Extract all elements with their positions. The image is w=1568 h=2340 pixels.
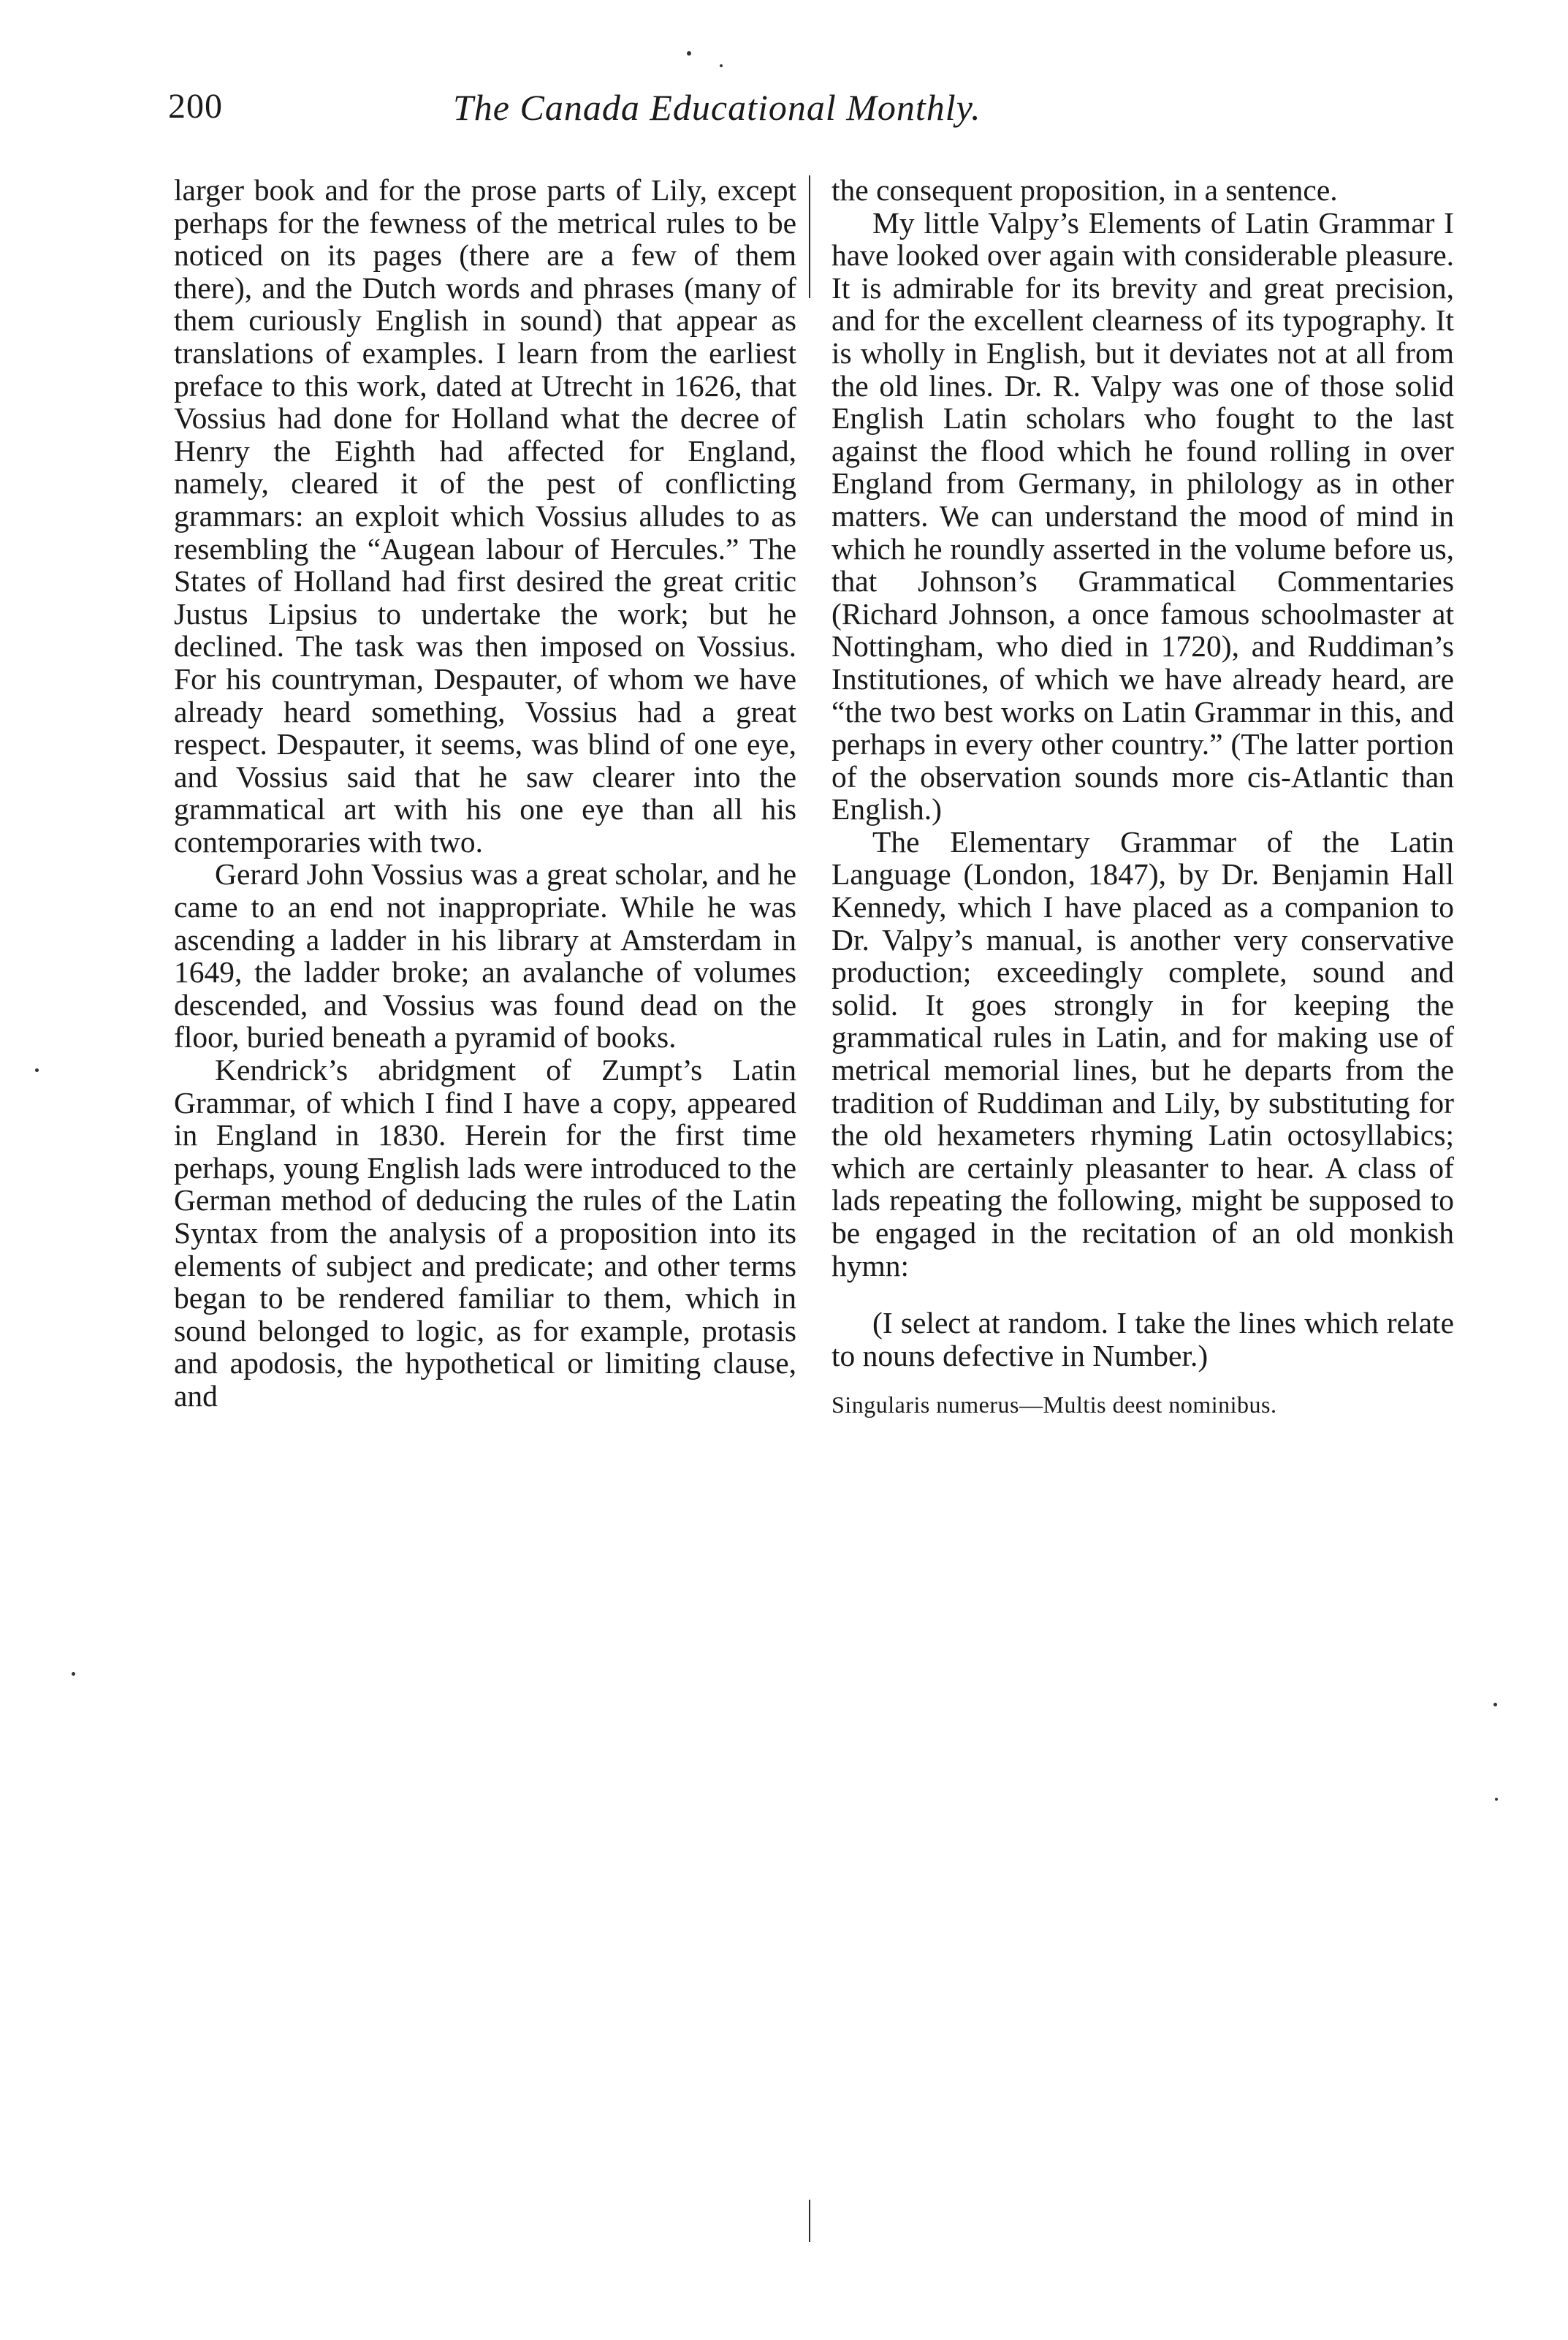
scan-speck bbox=[720, 64, 723, 67]
page-header bbox=[168, 86, 1454, 145]
running-title: The Canada Educational Monthly. bbox=[453, 87, 981, 128]
right-column bbox=[831, 174, 1454, 1418]
page-number: 200 bbox=[168, 87, 223, 126]
paragraph: My little Valpy’s Elements of Latin Grammar I have looked over again with considerable pleasure. It is admirable for its brevity and great precision, and for the excellent clearness of its typography. It is wholly in English, but it deviates not at all from the old lines. Dr. R. Valpy was one of those solid English Latin scholars who fought to the last against the flood which he found rolling in over England from Germany, in philology as in other matters. We can understand the mood of mind in which he roundly asserted in the volume before us, that Johnson’s Grammatical Commentaries (Richard Johnson, a once famous schoolmaster at Nottingham, who died in 1720), and Ruddiman’s Institutiones, of which we have already heard, are “the two best works on Latin Grammar in this, and perhaps in every other country.” (The latter portion of the observation sounds more cis-Atlantic than English.) bbox=[831, 205, 1454, 827]
left-column bbox=[174, 174, 796, 1413]
verse-line: Singularis numerus—Multis deest nominibus. bbox=[831, 1391, 1277, 1418]
scan-speck bbox=[35, 1068, 39, 1072]
paragraph: the consequent proposition, in a sentence. bbox=[831, 173, 1338, 207]
scan-speck bbox=[1493, 1703, 1497, 1706]
scan-speck bbox=[72, 1672, 75, 1676]
paragraph: larger book and for the prose parts of Lily, except perhaps for the fewness of the metrical rules to be noticed on its pages (there are a few of them there), and the Dutch words and phrases (many of them curiously English in sound) that appear as translations of examples. I learn from the earliest preface to this work, dated at Utrecht in 1626, that Vossius had done for Holland what the decree of Henry the Eighth had affected for England, namely, cleared it of the pest of conflicting grammars: an exploit which Vossius alludes to as resembling the “Augean labour of Hercules.” The States of Holland had first desired the great critic Justus Lipsius to undertake the work; but he declined. The task was then imposed on Vossius. For his countryman, Despauter, of whom we have already heard something, Vossius had a great respect. Despauter, it seems, was blind of one eye, and Vossius said that he saw clearer into the grammatical art with his one eye than all his contemporaries with two. bbox=[174, 173, 796, 859]
paragraph: Kendrick’s abridgment of Zumpt’s Latin Grammar, of which I find I have a copy, appeared in England in 1830. Herein for the first time perhaps, young English lads were introduced to the German method of deducing the rules of the Latin Syntax from the analysis of a proposition into its elements of subject and predicate; and other terms began to be rendered familiar to them, which in sound belonged to logic, as for example, protasis and apodosis, the hypothetical or limiting clause, and bbox=[174, 1053, 796, 1413]
bracketed-note: (I select at random. I take the lines which relate to nouns defective in Number.) bbox=[831, 1306, 1454, 1372]
scan-speck bbox=[1495, 1798, 1498, 1801]
column-divider bbox=[809, 175, 810, 298]
paragraph: Gerard John Vossius was a great scholar, and he came to an end not inappropriate. While he was ascending a ladder in his library at Amsterdam in 1649, the ladder broke; an avalanche of volumes descended, and Vossius was found dead on the floor, buried beneath a pyramid of books. bbox=[174, 857, 796, 1055]
scan-speck bbox=[687, 51, 691, 56]
paragraph: The Elementary Grammar of the Latin Language (London, 1847), by Dr. Benjamin Hall Kennedy, which I have placed as a companion to Dr. Valpy’s manual, is another very conservative production; exceedingly complete, sound and solid. It goes strongly in for keeping the grammatical rules in Latin, and for making use of metrical memorial lines, but he departs from the tradition of Ruddiman and Lily, by substituting for the old hexameters rhyming Latin octosyllabics; which are certainly pleasanter to hear. A class of lads repeating the following, might be supposed to be engaged in the recitation of an old monkish hymn: bbox=[831, 824, 1454, 1283]
column-divider bbox=[809, 2200, 810, 2242]
